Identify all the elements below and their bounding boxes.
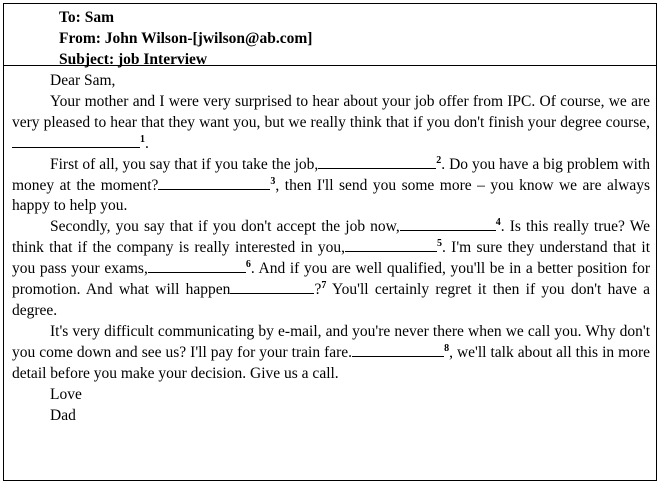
paragraph-2-text-b: . Do you have a big problem with money at the moment? — [12, 155, 650, 194]
gap-number-4: 4 — [495, 217, 501, 229]
gap-blank-1 — [12, 134, 140, 148]
paragraph-4-text-a: It's very difficult communicating by e-mail, and you're never there when we call you. Why don't you come down and see us? I'll pay for your train fare. — [12, 322, 650, 361]
gap-blank-3 — [158, 176, 270, 190]
header-divider — [4, 65, 656, 66]
gap-number-1: 1 — [140, 133, 145, 145]
gap-blank-7 — [230, 280, 314, 294]
paragraph-3-text-e: ? — [314, 281, 322, 299]
paragraph-3 — [12, 217, 650, 322]
paragraph-3-text-d: . And if you are well qualified, you'll be in a better position for promotion. And what will happen — [12, 260, 650, 299]
paragraph-2-text-c: , then I'll send you some more – you know we are always happy to help you. — [12, 176, 650, 215]
gap-blank-4 — [400, 217, 496, 231]
paragraph-1-text-b: . — [145, 134, 149, 152]
closing: Love — [50, 385, 82, 403]
gap-blank-5 — [345, 238, 437, 252]
email-header — [59, 7, 312, 70]
gap-number-7: 7 — [321, 279, 327, 291]
paragraph-2-text-a: First of all, you say that if you take the job, — [50, 155, 319, 173]
letter-body — [12, 71, 650, 426]
paragraph-3-text-a: Secondly, you say that if you don't accept the job now, — [50, 218, 400, 236]
subject-line: Subject: job Interview — [59, 51, 208, 68]
paragraph-4 — [12, 322, 650, 385]
gap-blank-8 — [352, 343, 444, 357]
gap-number-5: 5 — [437, 238, 442, 250]
paragraph-1 — [12, 92, 650, 155]
to-line: To: Sam — [59, 9, 114, 26]
paragraph-2 — [12, 155, 650, 218]
paragraph-3-text-b: . Is this really true? We think that if the company is really interested in you, — [12, 218, 651, 257]
paragraph-4-text-b: , we'll talk about all this in more detail before you make your decision. Give us a call. — [12, 343, 650, 382]
paragraph-3-text-f: You'll certainly regret it then if you don't have a degree. — [12, 281, 650, 319]
gap-number-6: 6 — [245, 259, 251, 270]
gap-blank-6 — [148, 259, 246, 273]
gap-number-2: 2 — [436, 154, 442, 166]
from-line: From: John Wilson-[jwilson@ab.com] — [59, 30, 313, 47]
signature: Dad — [50, 406, 76, 424]
gap-number-8: 8 — [444, 342, 450, 354]
paragraph-1-text-a: Your mother and I were very surprised to hear about your job offer from IPC. Of course, we are very pleased to hear that they want you, but we really think that if you don't finish your degree course, — [12, 92, 650, 131]
gap-blank-2 — [318, 155, 436, 169]
paragraph-3-text-c: . I'm sure they understand that it you pass your exams, — [12, 239, 650, 278]
gap-number-3: 3 — [270, 175, 276, 187]
greeting: Dear Sam, — [50, 72, 116, 89]
